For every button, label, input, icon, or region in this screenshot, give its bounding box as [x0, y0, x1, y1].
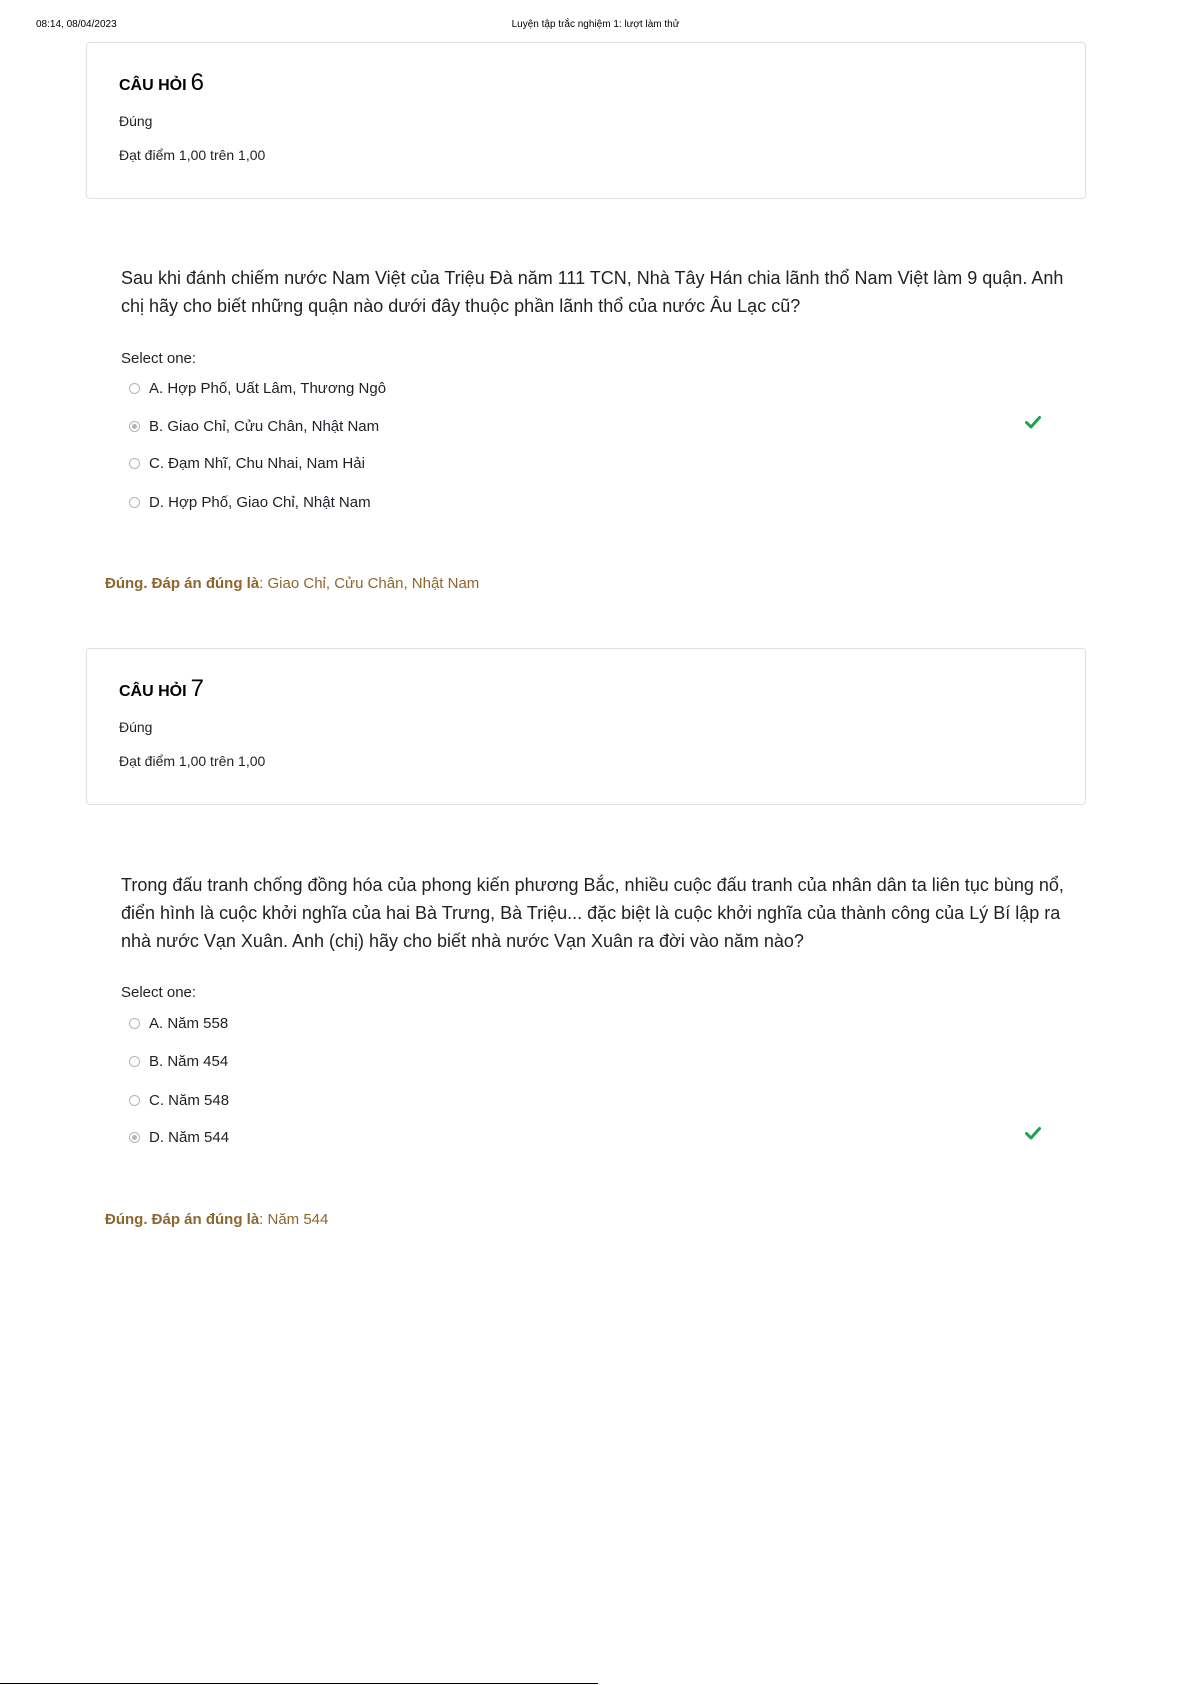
question-number: 6 — [190, 69, 204, 96]
feedback-answer: : Giao Chỉ, Cửu Chân, Nhật Nam — [259, 575, 480, 592]
answer-option[interactable] — [129, 416, 379, 436]
answer-option[interactable] — [129, 1127, 229, 1147]
print-header — [36, 19, 1155, 33]
question-label: CÂU HỎI — [119, 77, 187, 94]
answer-option-label: B. Năm 454 — [149, 1052, 229, 1070]
question-grade: Đạt điểm 1,00 trên 1,00 — [119, 147, 266, 163]
check-icon — [1025, 415, 1041, 429]
print-timestamp: 08:14, 08/04/2023 — [36, 19, 117, 30]
select-one-prompt: Select one: — [121, 984, 197, 1001]
answer-option-label: C. Năm 548 — [149, 1091, 230, 1109]
question-grade: Đạt điểm 1,00 trên 1,00 — [119, 753, 266, 769]
question-state: Đúng — [119, 719, 153, 735]
question-info-box — [86, 648, 1086, 805]
feedback-label: Đúng. Đáp án đúng là — [105, 1211, 260, 1228]
feedback-label: Đúng. Đáp án đúng là — [105, 575, 260, 592]
answer-option[interactable] — [129, 1051, 228, 1071]
feedback — [105, 575, 479, 592]
radio-button[interactable] — [129, 458, 140, 469]
answer-option-label: C. Đạm Nhĩ, Chu Nhai, Nam Hải — [149, 454, 365, 472]
radio-button-selected[interactable] — [129, 421, 140, 432]
feedback-answer: : Năm 544 — [259, 1211, 329, 1228]
radio-button-selected[interactable] — [129, 1132, 140, 1143]
radio-button[interactable] — [129, 497, 140, 508]
answer-option-label: D. Hợp Phố, Giao Chỉ, Nhật Nam — [149, 493, 371, 511]
radio-button[interactable] — [129, 1095, 140, 1106]
question-text: Trong đấu tranh chống đồng hóa của phong kiến phương Bắc, nhiều cuộc đấu tranh của nhân dân ta liên tục bùng nổ, điển hình là cuộc khởi nghĩa của hai Bà Trưng, Bà Triệu... đặc biệt là cuộc khởi nghĩa của thành công của Lý Bí lập ra nhà nước Vạn Xuân. Anh (chị) hãy cho biết nhà nước Vạn Xuân ra đời vào năm nào? — [121, 875, 1064, 951]
page-footer-divider — [0, 1683, 598, 1684]
answer-option[interactable] — [129, 1090, 229, 1110]
answer-option[interactable] — [129, 492, 371, 512]
select-one-prompt: Select one: — [121, 350, 197, 367]
answer-option[interactable] — [129, 378, 386, 398]
question-text: Sau khi đánh chiếm nước Nam Việt của Triệu Đà năm 111 TCN, Nhà Tây Hán chia lãnh thổ Nam Việt làm 9 quận. Anh chị hãy cho biết những quận nào dưới đây thuộc phần lãnh thổ của nước Âu Lạc cũ? — [121, 268, 1064, 316]
question-title — [119, 675, 204, 703]
question-label: CÂU HỎI — [119, 683, 187, 700]
question-info-box — [86, 42, 1086, 199]
answer-option-label: B. Giao Chỉ, Cửu Chân, Nhật Nam — [149, 417, 380, 435]
answer-option[interactable] — [129, 453, 365, 473]
question-state: Đúng — [119, 113, 153, 129]
feedback — [105, 1211, 328, 1228]
answer-option-label: A. Năm 558 — [149, 1014, 229, 1032]
answer-option[interactable] — [129, 1013, 228, 1033]
radio-button[interactable] — [129, 1018, 140, 1029]
answer-option-label: A. Hợp Phố, Uất Lâm, Thương Ngô — [149, 379, 387, 397]
question-number: 7 — [190, 675, 204, 702]
check-icon — [1025, 1126, 1041, 1140]
radio-button[interactable] — [129, 1056, 140, 1067]
question-title — [119, 69, 204, 97]
answer-option-label: D. Năm 544 — [149, 1128, 230, 1146]
print-document-title: Luyện tập trắc nghiệm 1: lượt làm thử — [511, 19, 680, 30]
radio-button[interactable] — [129, 383, 140, 394]
